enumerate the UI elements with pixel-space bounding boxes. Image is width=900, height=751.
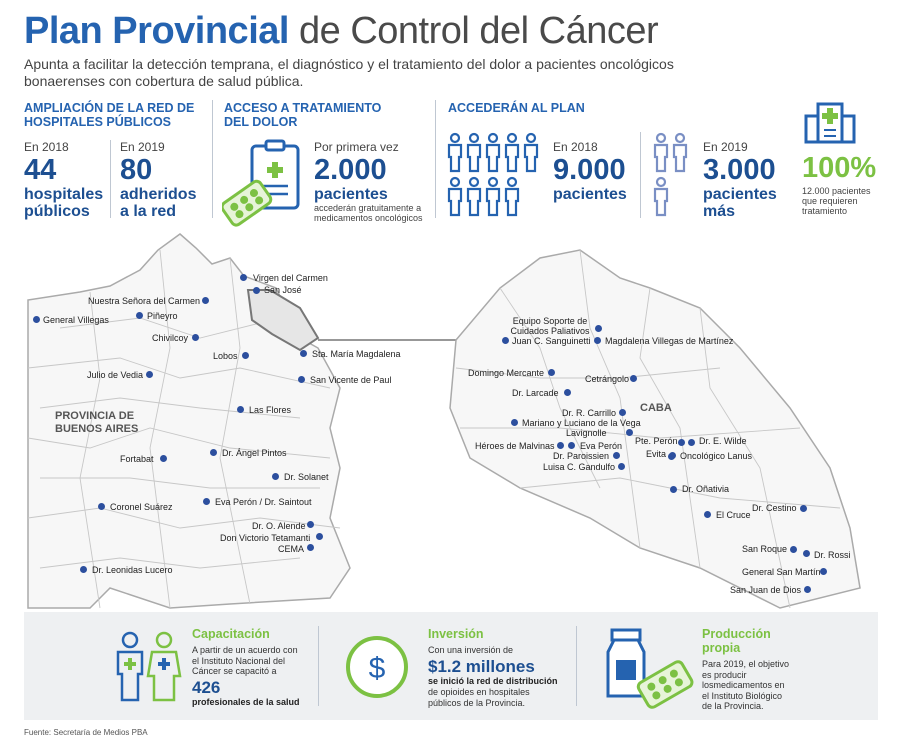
site-label: Piñeyro	[147, 311, 178, 321]
capacitacion-value: 426	[192, 678, 221, 697]
dolor-note: accederán gratuitamente a medicamentos oncológicos	[314, 203, 423, 223]
caba-outline	[450, 250, 860, 608]
site-label: CEMA	[278, 544, 305, 554]
site-label: Dr. Leonidas Lucero	[92, 565, 173, 575]
site-label: General Villegas	[43, 315, 109, 325]
map-marker	[595, 325, 602, 332]
plan-2018-value: 9.000	[553, 154, 626, 186]
plan-2019-label: En 2019	[703, 140, 748, 154]
plan-2018-unit: pacientes	[553, 186, 627, 203]
plan-heading: ACCEDERÁN AL PLAN	[448, 101, 585, 115]
svg-text:$: $	[368, 652, 386, 685]
red-2019-text: adheridos a la red	[120, 186, 197, 220]
map-marker	[203, 498, 210, 505]
map-marker	[803, 550, 810, 557]
site-label: Lobos	[213, 351, 238, 361]
inversion-text3: de opioides en hospitales públicos de la Provincia.	[428, 687, 530, 708]
prescription-pills-icon	[222, 138, 308, 228]
dolor-unit: pacientes	[314, 186, 388, 203]
site-label: Dr. Solanet	[284, 472, 329, 482]
divider	[576, 626, 577, 706]
site-label: Lavignolle	[566, 428, 607, 438]
map-marker	[210, 449, 217, 456]
map-marker	[800, 505, 807, 512]
map-marker	[272, 473, 279, 480]
map-marker	[316, 533, 323, 540]
site-label: Sta. María Magdalena	[312, 349, 401, 359]
map-marker	[804, 586, 811, 593]
plan-2019-unit: pacientes más	[703, 186, 777, 220]
plan-2018-label: En 2018	[553, 140, 598, 154]
inversion-heading: Inversión	[428, 627, 484, 641]
map-marker	[80, 566, 87, 573]
hospital-icon	[804, 94, 858, 146]
site-label: Julio de Vedia	[87, 370, 144, 380]
site-label: Coronel Suárez	[110, 502, 173, 512]
map-marker	[688, 439, 695, 446]
site-label: Oncológico Lanus	[680, 451, 753, 461]
map-marker	[557, 442, 564, 449]
site-label: General San Martín	[742, 567, 821, 577]
inversion-text: Con una inversión de	[428, 645, 514, 655]
more-patients-icon	[652, 132, 694, 220]
map-marker	[98, 503, 105, 510]
page-subtitle: Apunta a facilitar la detección temprana, el diagnóstico y el tratamiento del dolor a pacientes oncológicos bonaerenses con cobertura de salud pública.	[24, 56, 674, 89]
site-label: Mariano y Luciano de la Vega	[522, 418, 641, 428]
red-heading: AMPLIACIÓN DE LA RED DE HOSPITALES PÚBLICOS	[24, 101, 195, 129]
map-marker	[33, 316, 40, 323]
map-marker	[146, 371, 153, 378]
site-label: San José	[264, 285, 302, 295]
produccion-heading: Producción propia	[702, 627, 771, 655]
site-label: Dr. Paroissien	[553, 451, 610, 461]
map-marker	[790, 546, 797, 553]
map-marker	[136, 312, 143, 319]
map-marker	[502, 337, 509, 344]
map-marker	[160, 455, 167, 462]
red-2019-label: En 2019	[120, 140, 165, 154]
map-marker	[594, 337, 601, 344]
site-label: Equipo Soporte de Cuidados Paliativos	[510, 316, 590, 336]
map-marker	[202, 297, 209, 304]
site-label: Virgen del Carmen	[253, 273, 328, 283]
site-label: Chivilcoy	[152, 333, 189, 343]
site-label: Evita	[646, 449, 667, 459]
site-label: Eva Perón / Dr. Saintout	[215, 497, 312, 507]
map-marker	[253, 287, 260, 294]
map-marker	[820, 568, 827, 575]
divider	[435, 100, 436, 218]
map-marker	[240, 274, 247, 281]
map-marker	[670, 486, 677, 493]
site-label: Magdalena Villegas de Martínez	[605, 336, 734, 346]
site-label: Héroes de Malvinas	[475, 441, 555, 451]
divider	[318, 626, 319, 706]
site-label: Juan C. Sanguinetti	[512, 336, 591, 346]
divider	[212, 100, 213, 218]
page-title: Plan Provincial de Control del Cáncer	[24, 10, 659, 52]
map-marker	[630, 375, 637, 382]
capacitacion-heading: Capacitación	[192, 627, 270, 641]
site-label: Dr. O. Alende	[252, 521, 306, 531]
site-label: Cetrángolo	[585, 374, 630, 384]
map-marker	[237, 406, 244, 413]
dollar-coin-icon	[344, 634, 410, 700]
caba-label: CABA	[640, 402, 672, 414]
map-marker	[242, 352, 249, 359]
map-marker	[668, 453, 675, 460]
map-marker	[511, 419, 518, 426]
red-2018-label: En 2018	[24, 140, 69, 154]
medicine-bottle-icon	[606, 626, 696, 710]
site-label: Dr. Oñativia	[682, 484, 730, 494]
site-label: Luisa C. Gandulfo	[543, 462, 616, 472]
plan-pct-value: 100%	[802, 152, 877, 184]
site-label: Dr. R. Carrillo	[562, 408, 617, 418]
map-marker	[678, 439, 685, 446]
site-label: Dr. Ángel Pintos	[222, 448, 287, 458]
site-label: San Vicente de Paul	[310, 375, 392, 385]
map-marker	[192, 334, 199, 341]
map-marker	[626, 429, 633, 436]
site-label: Dr. Rossi	[814, 550, 851, 560]
map-marker	[298, 376, 305, 383]
site-label: Don Victorio Tetamanti	[220, 533, 311, 543]
capacitacion-text: A partir de un acuerdo con el Instituto Nacional del Cáncer se capacitó a	[192, 645, 298, 676]
site-label: Fortabat	[120, 454, 154, 464]
inversion-text2: se inició la red de distribución	[428, 676, 558, 686]
map-marker	[618, 463, 625, 470]
site-label: San Roque	[742, 544, 788, 554]
site-label: Dr. Larcade	[512, 388, 559, 398]
plan-2019-value: 3.000	[703, 154, 776, 186]
site-label: San Juan de Dios	[730, 585, 802, 595]
plan-pct-note: 12.000 pacientes que requieren tratamiento	[802, 186, 871, 216]
map-marker	[548, 369, 555, 376]
dolor-label: Por primera vez	[314, 140, 399, 154]
divider	[640, 132, 641, 218]
site-label: Dr. E. Wilde	[699, 436, 747, 446]
patients-icon	[446, 132, 546, 220]
dolor-value: 2.000	[314, 154, 387, 186]
map-marker	[300, 350, 307, 357]
health-workers-icon	[112, 630, 184, 706]
red-2018-value: 44	[24, 154, 57, 186]
source-note: Fuente: Secretaría de Medios PBA	[24, 728, 148, 737]
capacitacion-unit: profesionales de la salud	[192, 697, 300, 707]
map-marker	[564, 389, 571, 396]
site-label: Nuestra Señora del Carmen	[88, 296, 201, 306]
map-marker	[619, 409, 626, 416]
site-label: Domingo Mercante	[468, 368, 545, 378]
map-marker	[613, 452, 620, 459]
site-label: Las Flores	[249, 405, 292, 415]
site-label: Dr. Cestino	[752, 503, 797, 513]
inversion-value: $1.2 millones	[428, 657, 535, 676]
site-label: Eva Perón	[580, 441, 623, 451]
produccion-text: Para 2019, el objetivo es producir losmedicamentos en el Instituto Biológico de la Provincia.	[702, 659, 790, 711]
divider	[110, 140, 111, 218]
red-2018-text: hospitales públicos	[24, 186, 104, 220]
map-marker	[307, 544, 314, 551]
site-label: El Cruce	[716, 510, 751, 520]
red-2019-value: 80	[120, 154, 153, 186]
dolor-heading: ACCESO A TRATAMIENTO DEL DOLOR	[224, 101, 382, 129]
map-marker	[568, 442, 575, 449]
map-marker	[307, 521, 314, 528]
site-label: Pte. Perón	[635, 436, 678, 446]
province-label: PROVINCIA DE BUENOS AIRES	[55, 410, 139, 435]
map-marker	[704, 511, 711, 518]
